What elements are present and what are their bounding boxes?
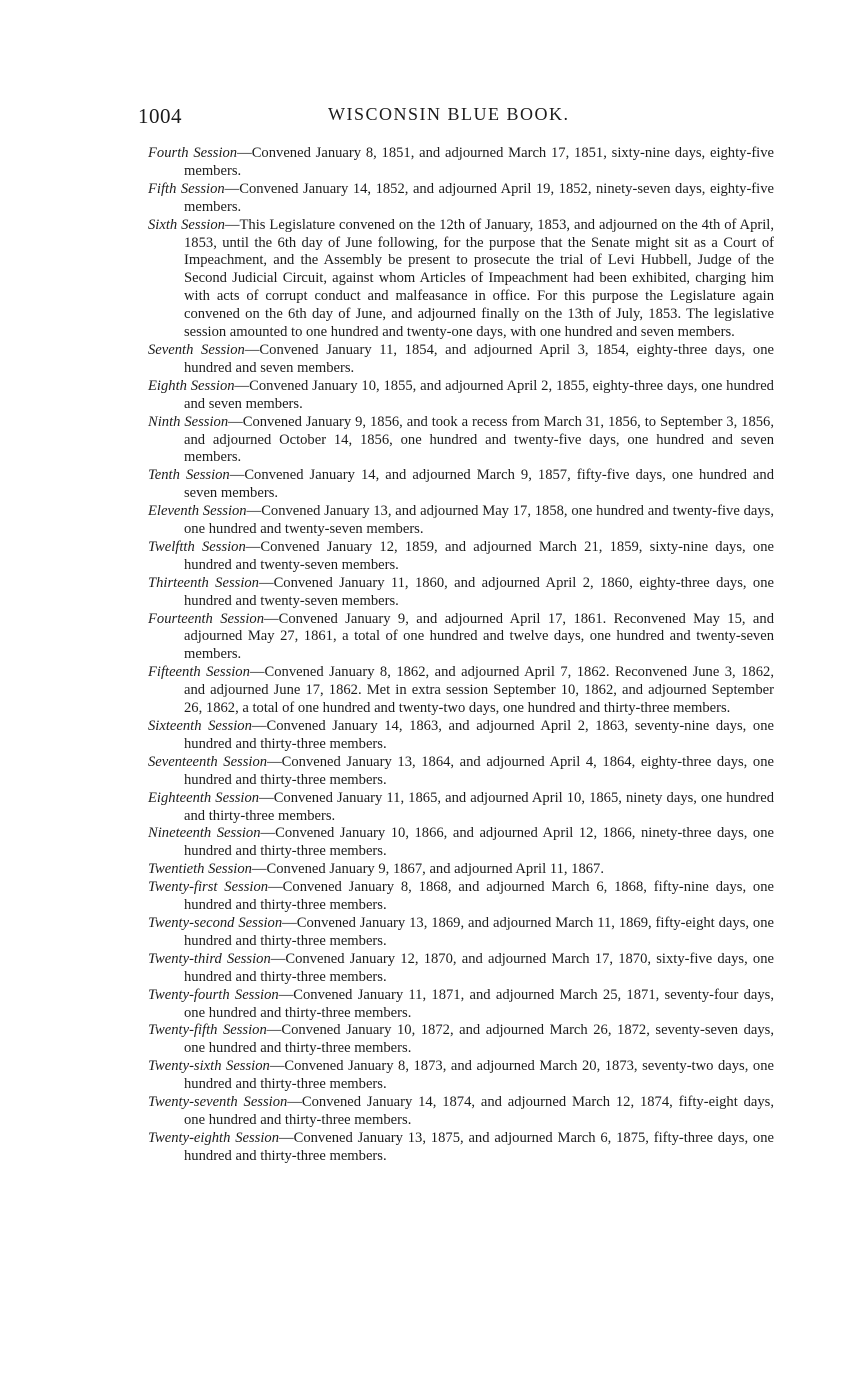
session-name: Tenth Session: [148, 467, 230, 484]
session-name: Twenty-fourth Session: [148, 986, 279, 1003]
session-name: Seventeenth Session: [148, 753, 268, 770]
session-details: —Convened January 9, and adjourned April 17, 1861. Reconvened May 15, and adjourned May 27, 1861, a total of one hundred and twelve days, one hundred and twenty-seven members.: [184, 610, 774, 663]
session-entry: [148, 825, 774, 861]
session-name: Twelftth Session: [148, 538, 246, 555]
session-entry: [148, 414, 774, 468]
session-details: —Convened January 9, 1867, and adjourned April 11, 1867.: [251, 861, 605, 878]
session-entry: [148, 503, 774, 539]
session-name: Fourth Session: [148, 145, 238, 161]
session-details: —Convened January 14, 1874, and adjourned March 12, 1874, fifty-eight days, one hundred and thirty-three members.: [184, 1094, 775, 1128]
session-details: —Convened January 13, 1864, and adjourned April 4, 1864, eighty-three days, one hundred and thirty-three members.: [184, 753, 774, 788]
session-name: Fourteenth Session: [148, 610, 265, 627]
session-name: Seventh Session: [148, 341, 245, 358]
running-title: WISCONSIN BLUE BOOK.: [328, 104, 570, 124]
session-details: —Convened January 11, 1871, and adjourned March 25, 1871, seventy-four days, one hundred and thirty-three members.: [184, 986, 774, 1021]
session-entry: [148, 181, 774, 217]
session-details: —Convened January 8, 1862, and adjourned April 7, 1862. Reconvened June 3, 1862, and adjourned June 17, 1862. Met in extra session September 10, 1862, and adjourned September 26, 1862, a total of one hundred and twenty-two days, one hundred and thirty-three members.: [184, 664, 774, 717]
session-details: —Convened January 12, 1870, and adjourned March 17, 1870, sixty-five days, one hundred and thirty-three members.: [184, 950, 775, 985]
session-name: Twenty-second Session: [148, 914, 283, 931]
session-entry: [148, 987, 774, 1023]
session-entry: [148, 1058, 774, 1094]
session-name: Twentieth Session: [148, 861, 252, 878]
page-number: 1004: [138, 104, 182, 128]
session-name: Thirteenth Session: [148, 574, 259, 591]
session-entry: [148, 575, 774, 611]
session-entry: [148, 951, 774, 987]
session-entry: [148, 145, 774, 181]
session-details: —Convened January 8, 1873, and adjourned March 20, 1873, seventy-two days, one hundred and thirty-three members.: [184, 1058, 774, 1093]
session-name: Twenty-sixth Session: [148, 1058, 270, 1075]
session-details: —Convened January 13, 1875, and adjourned March 6, 1875, fifty-three days, one hundred and thirty-three members.: [184, 1129, 774, 1164]
session-entry: [148, 718, 774, 754]
session-details: —Convened January 11, 1854, and adjourned April 3, 1854, eighty-three days, one hundred and seven members.: [184, 341, 774, 376]
session-details: —Convened January 14, 1863, and adjourned April 2, 1863, seventy-nine days, one hundred and thirty-three members.: [184, 718, 774, 752]
session-entry: [148, 217, 774, 342]
session-details: —Convened January 11, 1860, and adjourned April 2, 1860, eighty-three days, one hundred and twenty-seven members.: [184, 574, 774, 609]
session-name: Sixteenth Session: [148, 718, 252, 734]
session-name: Eighth Session: [148, 377, 235, 394]
session-entry: [148, 342, 774, 378]
session-details: —Convened January 13, 1869, and adjourned March 11, 1869, fifty-eight days, one hundred and thirty-three members.: [184, 914, 774, 949]
session-details: —Convened January 13, and adjourned May 17, 1858, one hundred and twenty-five days, one hundred and twenty-seven members.: [184, 503, 774, 538]
session-entry: [148, 467, 774, 503]
session-name: Eighteenth Session: [148, 789, 260, 806]
session-name: Twenty-fifth Session: [148, 1022, 267, 1039]
session-name: Twenty-first Session: [148, 879, 269, 896]
session-name: Twenty-eighth Session: [148, 1129, 279, 1146]
session-details: —Convened January 8, 1868, and adjourned March 6, 1868, fifty-nine days, one hundred and thirty-three members.: [184, 879, 774, 914]
session-entry: [148, 611, 774, 665]
session-entry: [148, 790, 774, 826]
session-name: Sixth Session: [148, 216, 225, 233]
session-details: —Convened January 14, and adjourned March 9, 1857, fifty-five days, one hundred and seven members.: [184, 467, 774, 502]
session-entry: [148, 664, 774, 718]
session-name: Ninth Session: [148, 413, 229, 430]
session-details: —Convened January 9, 1856, and took a recess from March 31, 1856, to September 3, 1856, and adjourned October 14, 1856, one hundred and twenty-five days, one hundred and seven members.: [184, 413, 774, 466]
session-list: [148, 145, 774, 1166]
session-entry: [148, 1130, 774, 1166]
session-details: —Convened January 10, 1866, and adjourned April 12, 1866, ninety-three days, one hundred and thirty-three members.: [184, 825, 774, 860]
session-name: Fifteenth Session: [148, 664, 250, 681]
session-details: —Convened January 14, 1852, and adjourned April 19, 1852, ninety-seven days, eighty-five members.: [184, 180, 774, 215]
session-entry: [148, 879, 774, 915]
session-details: —Convened January 10, 1855, and adjourned April 2, 1855, eighty-three days, one hundred and seven members.: [184, 377, 774, 412]
session-name: Eleventh Session: [148, 503, 247, 520]
session-entry: [148, 378, 774, 414]
session-name: Nineteenth Session: [148, 825, 261, 842]
session-details: —Convened January 8, 1851, and adjourned March 17, 1851, sixty-nine days, eighty-five members.: [184, 145, 775, 179]
session-entry: [148, 1094, 774, 1130]
session-details: —Convened January 12, 1859, and adjourned March 21, 1859, sixty-nine days, one hundred and twenty-seven members.: [184, 538, 774, 573]
session-details: —Convened January 11, 1865, and adjourned April 10, 1865, ninety days, one hundred and thirty-three members.: [184, 789, 774, 824]
session-details: —This Legislature convened on the 12th of January, 1853, and adjourned on the 4th of April, 1853, until the 6th day of June following, for the purpose that the Senate might sit as a Court of Impeachment, and the Assembly be present to prosecute the trial of Levi Hubbell, Judge of the Second Judicial Circuit, against whom Articles of Impeachment had been exhibited, charging him with acts of corrupt conduct and malfeasance in office. For this purpose the Legislature again convened on the 6th day of June, and adjourned finally on the 13th of July, 1853. The legislative session amounted to one hundred and twenty-one days, with one hundred and seven members.: [184, 216, 774, 341]
session-entry: [148, 861, 774, 879]
session-entry: [148, 915, 774, 951]
session-name: Twenty-seventh Session: [148, 1094, 288, 1111]
session-entry: [148, 754, 774, 790]
session-details: —Convened January 10, 1872, and adjourned March 26, 1872, seventy-seven days, one hundred and thirty-three members.: [184, 1022, 774, 1057]
session-entry: [148, 539, 774, 575]
session-name: Twenty-third Session: [148, 950, 271, 967]
session-name: Fifth Session: [148, 180, 225, 197]
session-entry: [148, 1022, 774, 1058]
page-header: [138, 104, 778, 132]
